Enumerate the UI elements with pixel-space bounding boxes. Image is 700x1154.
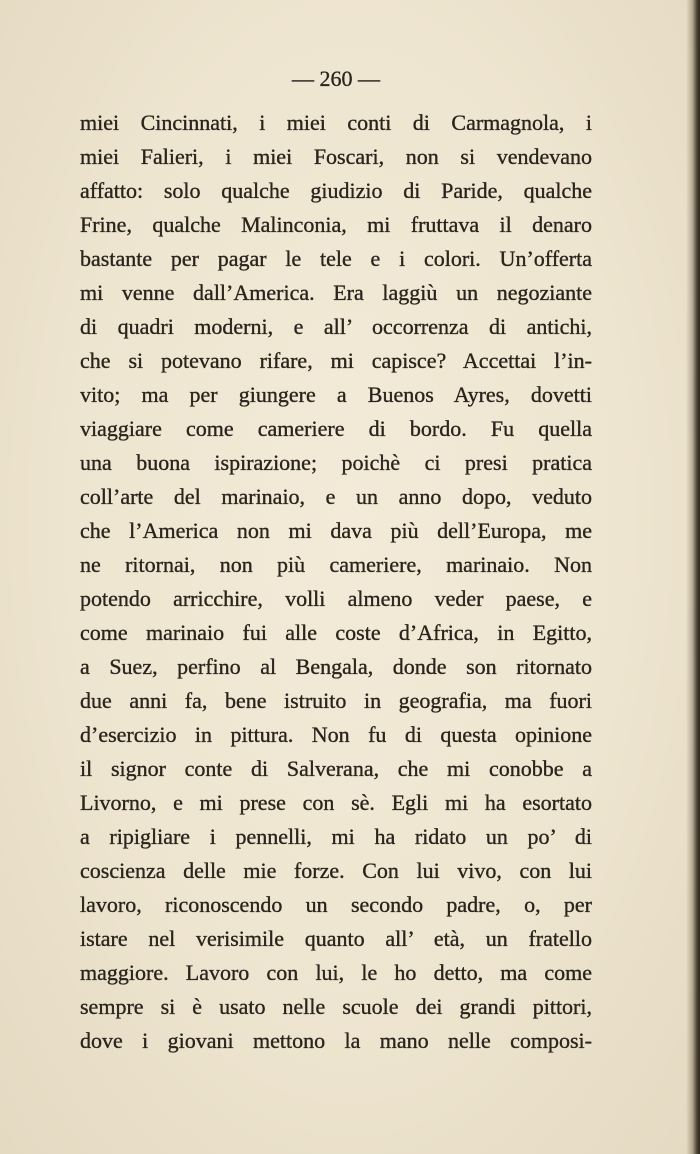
text-line: maggiore. Lavoro con lui, le ho detto, ma come	[80, 960, 592, 985]
text-line: mi venne dall’America. Era laggiù un negoziante	[80, 280, 592, 305]
text-line: che l’America non mi dava più dell’Europa, me	[80, 518, 592, 543]
text-line: due anni fa, bene istruito in geografia, ma fuori	[80, 688, 592, 713]
text-line: bastante per pagar le tele e i colori. Un’offerta	[80, 246, 592, 271]
text-line: miei Falieri, i miei Foscari, non si vendevano	[80, 144, 592, 169]
text-line: di quadri moderni, e all’ occorrenza di antichi,	[80, 314, 592, 339]
text-line: una buona ispirazione; poichè ci presi pratica	[80, 450, 592, 475]
text-line: sempre si è usato nelle scuole dei grandi pittori,	[80, 994, 592, 1019]
body-text	[80, 106, 592, 1058]
text-line: a Suez, perfino al Bengala, donde son ritornato	[80, 654, 592, 679]
text-line: viaggiare come cameriere di bordo. Fu quella	[80, 416, 592, 441]
text-line: ne ritornai, non più cameriere, marinaio. Non	[80, 552, 592, 577]
page-edge-shadow	[686, 0, 700, 1154]
text-line: coll’arte del marinaio, e un anno dopo, veduto	[80, 484, 592, 509]
text-line: che si potevano rifare, mi capisce? Accettai l’in-	[80, 348, 592, 373]
text-line: potendo arricchire, volli almeno veder paese, e	[80, 586, 592, 611]
text-line: lavoro, riconoscendo un secondo padre, o, per	[80, 892, 592, 917]
text-line: istare nel verisimile quanto all’ età, un fratello	[80, 926, 592, 951]
text-line: come marinaio fui alle coste d’Africa, in Egitto,	[80, 620, 592, 645]
text-line: Frine, qualche Malinconia, mi fruttava il denaro	[80, 212, 592, 237]
text-line: dove i giovani mettono la mano nelle composi-	[80, 1028, 592, 1053]
text-line: il signor conte di Salverana, che mi conobbe a	[80, 756, 592, 781]
text-line: Livorno, e mi prese con sè. Egli mi ha esortato	[80, 790, 592, 815]
text-line: miei Cincinnati, i miei conti di Carmagnola, i	[80, 110, 592, 135]
text-line: affatto: solo qualche giudizio di Paride, qualche	[80, 178, 592, 203]
text-line: vito; ma per giungere a Buenos Ayres, dovetti	[80, 382, 592, 407]
page-number: — 260 —	[292, 66, 380, 91]
text-line: coscienza delle mie forze. Con lui vivo, con lui	[80, 858, 592, 883]
text-line: d’esercizio in pittura. Non fu di questa opinione	[80, 722, 592, 747]
text-line: a ripigliare i pennelli, mi ha ridato un po’ di	[80, 824, 592, 849]
